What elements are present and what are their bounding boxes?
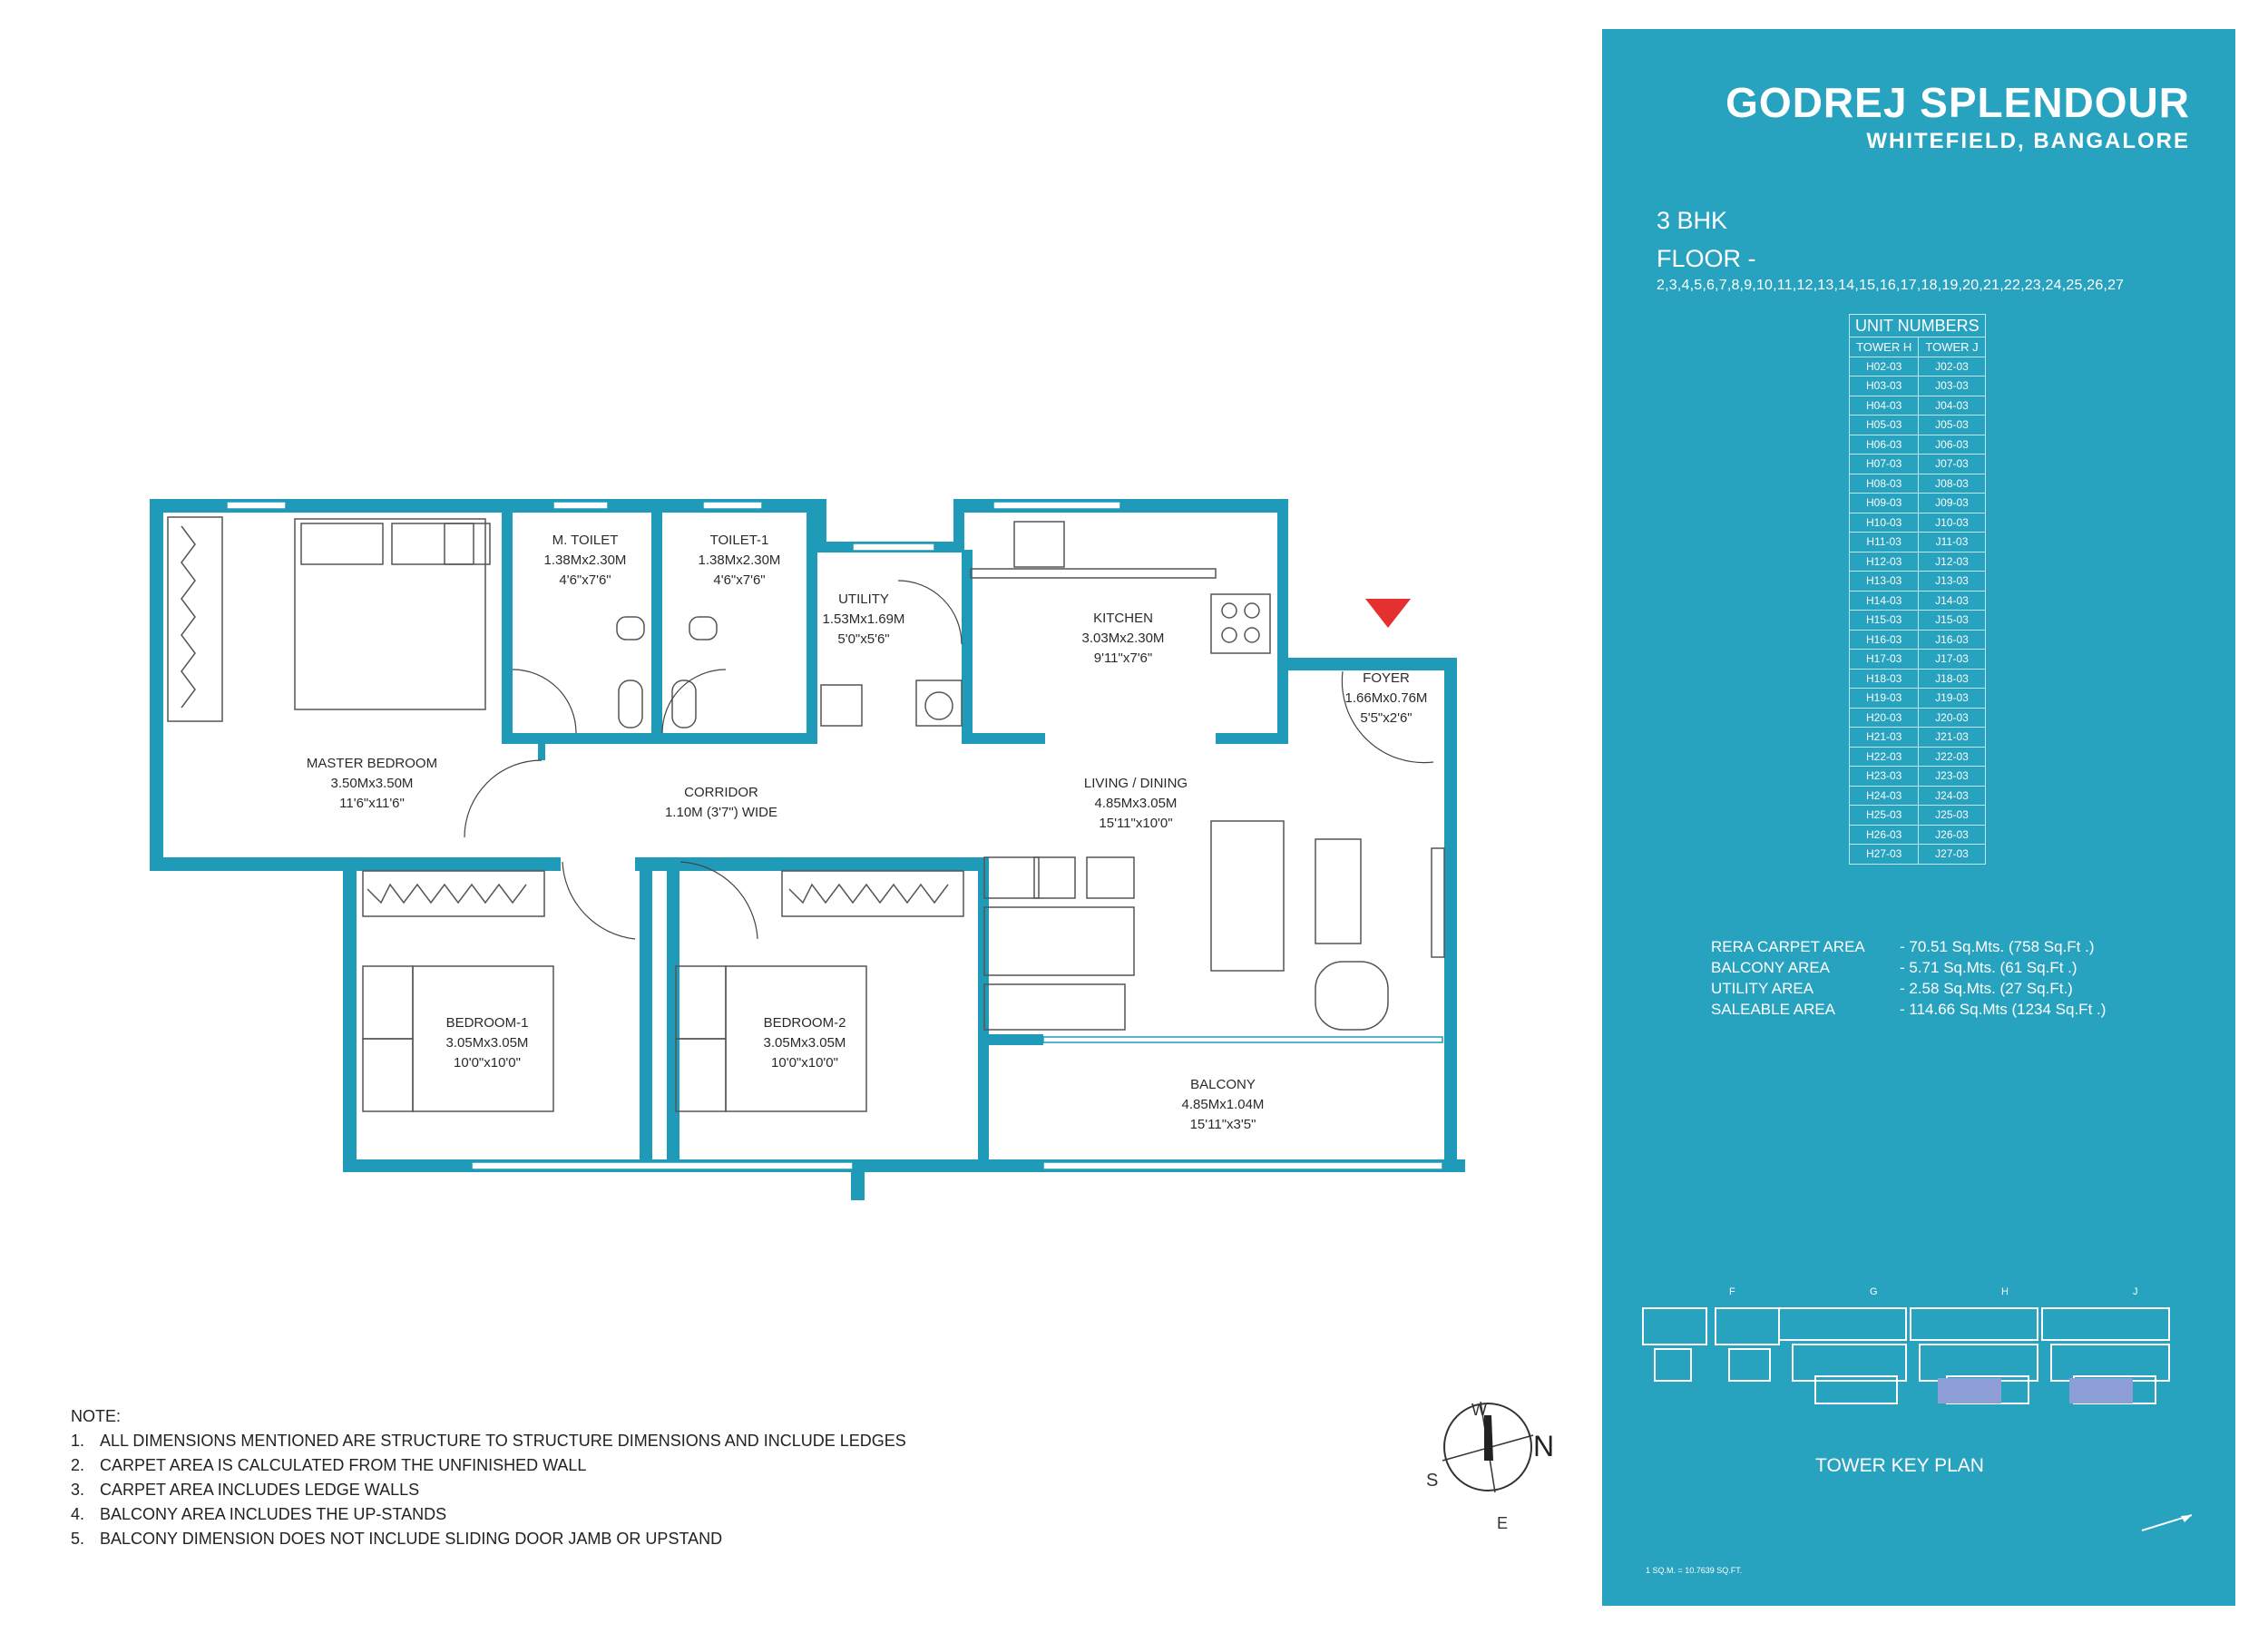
unit-tower-j: J26-03 [1919, 825, 1985, 845]
tower-key-plan [1638, 1258, 2201, 1422]
unit-tower-h: H08-03 [1850, 474, 1919, 494]
unit-tower-j: J09-03 [1919, 494, 1985, 513]
unit-tower-j: J13-03 [1919, 572, 1985, 592]
floor-list: 2,3,4,5,6,7,8,9,10,11,12,13,14,15,16,17,18,19,20,21,22,23,24,25,26,27 [1657, 278, 2125, 293]
unit-tower-j: J10-03 [1919, 513, 1985, 533]
unit-tower-j: J15-03 [1919, 611, 1985, 631]
room-living-dining: LIVING / DINING 4.85Mx3.05M 15'11"x10'0" [1083, 776, 1188, 831]
unit-tower-j: J21-03 [1919, 728, 1985, 748]
room-m-toilet: M. TOILET 1.38Mx2.30M 4'6"x7'6" [543, 533, 627, 588]
unit-tower-h: H27-03 [1850, 845, 1919, 865]
floor-label: FLOOR - [1657, 245, 1756, 272]
room-balcony: BALCONY 4.85Mx1.04M 15'11"x3'5" [1181, 1077, 1265, 1132]
unit-tower-h: H04-03 [1850, 396, 1919, 416]
unit-row [1850, 845, 1986, 865]
column-tower-h: TOWER H [1850, 337, 1919, 357]
unit-tower-h: H22-03 [1850, 747, 1919, 767]
unit-row [1850, 474, 1986, 494]
unit-tower-j: J16-03 [1919, 630, 1985, 650]
tower-label-g: G [1870, 1286, 1878, 1297]
brand-block [1725, 79, 2190, 154]
unit-row [1850, 728, 1986, 748]
unit-tower-j: J27-03 [1919, 845, 1985, 865]
unit-numbers-title: UNIT NUMBERS [1850, 315, 1986, 337]
unit-row [1850, 357, 1986, 376]
unit-row [1850, 806, 1986, 826]
room-utility: UTILITY 1.53Mx1.69M 5'0"x5'6" [822, 592, 905, 647]
north-arrow-icon [2137, 1508, 2201, 1535]
unit-row [1850, 552, 1986, 572]
room-master-bedroom: MASTER BEDROOM 3.50Mx3.50M 11'6"x11'6" [306, 756, 438, 811]
unit-row [1850, 572, 1986, 592]
highlighted-unit-h [1938, 1378, 2001, 1403]
unit-tower-j: J20-03 [1919, 708, 1985, 728]
room-corridor: CORRIDOR 1.10M (3'7") WIDE [664, 785, 778, 820]
unit-row [1850, 630, 1986, 650]
unit-tower-h: H16-03 [1850, 630, 1919, 650]
unit-row [1850, 376, 1986, 396]
note-item: 4. BALCONY AREA INCLUDES THE UP-STANDS [71, 1505, 447, 1523]
tower-key-plan-caption: TOWER KEY PLAN [1815, 1455, 1984, 1476]
unit-tower-h: H06-03 [1850, 435, 1919, 455]
unit-row [1850, 533, 1986, 552]
unit-tower-h: H13-03 [1850, 572, 1919, 592]
unit-tower-h: H18-03 [1850, 669, 1919, 689]
unit-tower-j: J11-03 [1919, 533, 1985, 552]
unit-tower-h: H14-03 [1850, 591, 1919, 611]
unit-tower-j: J24-03 [1919, 786, 1985, 806]
note-item: 2. CARPET AREA IS CALCULATED FROM THE UNFINISHED WALL [71, 1456, 587, 1474]
room-foyer: FOYER 1.66Mx0.76M 5'5"x2'6" [1344, 670, 1428, 726]
column-tower-j: TOWER J [1919, 337, 1985, 357]
compass-south: S [1426, 1471, 1439, 1491]
compass-north: N [1533, 1430, 1555, 1462]
unit-tower-j: J17-03 [1919, 650, 1985, 670]
compass-east: E [1497, 1514, 1509, 1532]
unit-tower-h: H05-03 [1850, 416, 1919, 435]
unit-tower-h: H09-03 [1850, 494, 1919, 513]
unit-row [1850, 513, 1986, 533]
tower-label-f: F [1729, 1286, 1735, 1297]
unit-row [1850, 767, 1986, 787]
unit-tower-j: J25-03 [1919, 806, 1985, 826]
unit-tower-h: H21-03 [1850, 728, 1919, 748]
unit-row [1850, 825, 1986, 845]
unit-tower-h: H24-03 [1850, 786, 1919, 806]
unit-tower-j: J06-03 [1919, 435, 1985, 455]
room-toilet-1: TOILET-1 1.38Mx2.30M 4'6"x7'6" [698, 533, 781, 588]
unit-tower-h: H19-03 [1850, 689, 1919, 709]
unit-row [1850, 747, 1986, 767]
unit-tower-h: H17-03 [1850, 650, 1919, 670]
room-bedroom-1: BEDROOM-1 3.05Mx3.05M 10'0"x10'0" [445, 1015, 529, 1071]
unit-tower-j: J07-03 [1919, 455, 1985, 474]
area-summary [1711, 936, 2106, 1020]
area-row: UTILITY AREA - 2.58 Sq.Mts. (27 Sq.Ft.) [1711, 980, 2073, 997]
unit-tower-h: H11-03 [1850, 533, 1919, 552]
unit-row [1850, 650, 1986, 670]
unit-tower-h: H10-03 [1850, 513, 1919, 533]
unit-row [1850, 416, 1986, 435]
compass [1426, 1401, 1554, 1532]
area-row: SALEABLE AREA - 114.66 Sq.Mts (1234 Sq.Ft .) [1711, 1001, 2107, 1018]
tower-label-j: J [2133, 1286, 2138, 1297]
unit-tower-h: H07-03 [1850, 455, 1919, 474]
tower-label-h: H [2001, 1286, 2009, 1297]
unit-row [1850, 396, 1986, 416]
walls [150, 499, 1465, 1200]
unit-row [1850, 786, 1986, 806]
area-row: BALCONY AREA - 5.71 Sq.Mts. (61 Sq.Ft .) [1711, 959, 2077, 976]
compass-west: W [1471, 1401, 1487, 1419]
unit-row [1850, 708, 1986, 728]
note-item: 5. BALCONY DIMENSION DOES NOT INCLUDE SLIDING DOOR JAMB OR UPSTAND [71, 1530, 723, 1548]
notes [71, 1404, 906, 1551]
unit-row [1850, 455, 1986, 474]
unit-tower-j: J19-03 [1919, 689, 1985, 709]
unit-tower-h: H12-03 [1850, 552, 1919, 572]
unit-tower-h: H02-03 [1850, 357, 1919, 376]
unit-tower-h: H15-03 [1850, 611, 1919, 631]
room-bedroom-2: BEDROOM-2 3.05Mx3.05M 10'0"x10'0" [763, 1015, 846, 1071]
unit-tower-j: J12-03 [1919, 552, 1985, 572]
unit-tower-j: J05-03 [1919, 416, 1985, 435]
project-location: WHITEFIELD, BANGALORE [1866, 129, 2190, 153]
unit-numbers-table [1849, 314, 1986, 865]
unit-tower-j: J02-03 [1919, 357, 1985, 376]
unit-tower-h: H23-03 [1850, 767, 1919, 787]
unit-tower-h: H25-03 [1850, 806, 1919, 826]
unit-tower-h: H03-03 [1850, 376, 1919, 396]
unit-tower-j: J23-03 [1919, 767, 1985, 787]
unit-tower-h: H20-03 [1850, 708, 1919, 728]
project-name: GODREJ SPLENDOUR [1725, 79, 2190, 126]
unit-row [1850, 689, 1986, 709]
entry-marker [1365, 599, 1411, 628]
area-row: RERA CARPET AREA - 70.51 Sq.Mts. (758 Sq.Ft .) [1711, 938, 2095, 955]
unit-row [1850, 611, 1986, 631]
unit-tower-h: H26-03 [1850, 825, 1919, 845]
note-item: 3. CARPET AREA INCLUDES LEDGE WALLS [71, 1481, 420, 1499]
unit-tower-j: J04-03 [1919, 396, 1985, 416]
unit-row [1850, 494, 1986, 513]
unit-tower-j: J03-03 [1919, 376, 1985, 396]
conversion-note: 1 SQ.M. = 10.7639 SQ.FT. [1646, 1566, 1743, 1575]
unit-tower-j: J18-03 [1919, 669, 1985, 689]
info-panel [1602, 29, 2235, 1606]
highlighted-unit-j [2069, 1378, 2133, 1403]
unit-tower-j: J14-03 [1919, 591, 1985, 611]
unit-tower-j: J22-03 [1919, 747, 1985, 767]
unit-type: 3 BHK [1657, 207, 1728, 234]
unit-row [1850, 669, 1986, 689]
room-kitchen: KITCHEN 3.03Mx2.30M 9'11"x7'6" [1081, 611, 1165, 666]
note-item: 1. ALL DIMENSIONS MENTIONED ARE STRUCTURE TO STRUCTURE DIMENSIONS AND INCLUDE LEDGES [71, 1432, 906, 1450]
unit-tower-j: J08-03 [1919, 474, 1985, 494]
notes-title: NOTE: [71, 1407, 122, 1425]
unit-row [1850, 435, 1986, 455]
unit-row [1850, 591, 1986, 611]
